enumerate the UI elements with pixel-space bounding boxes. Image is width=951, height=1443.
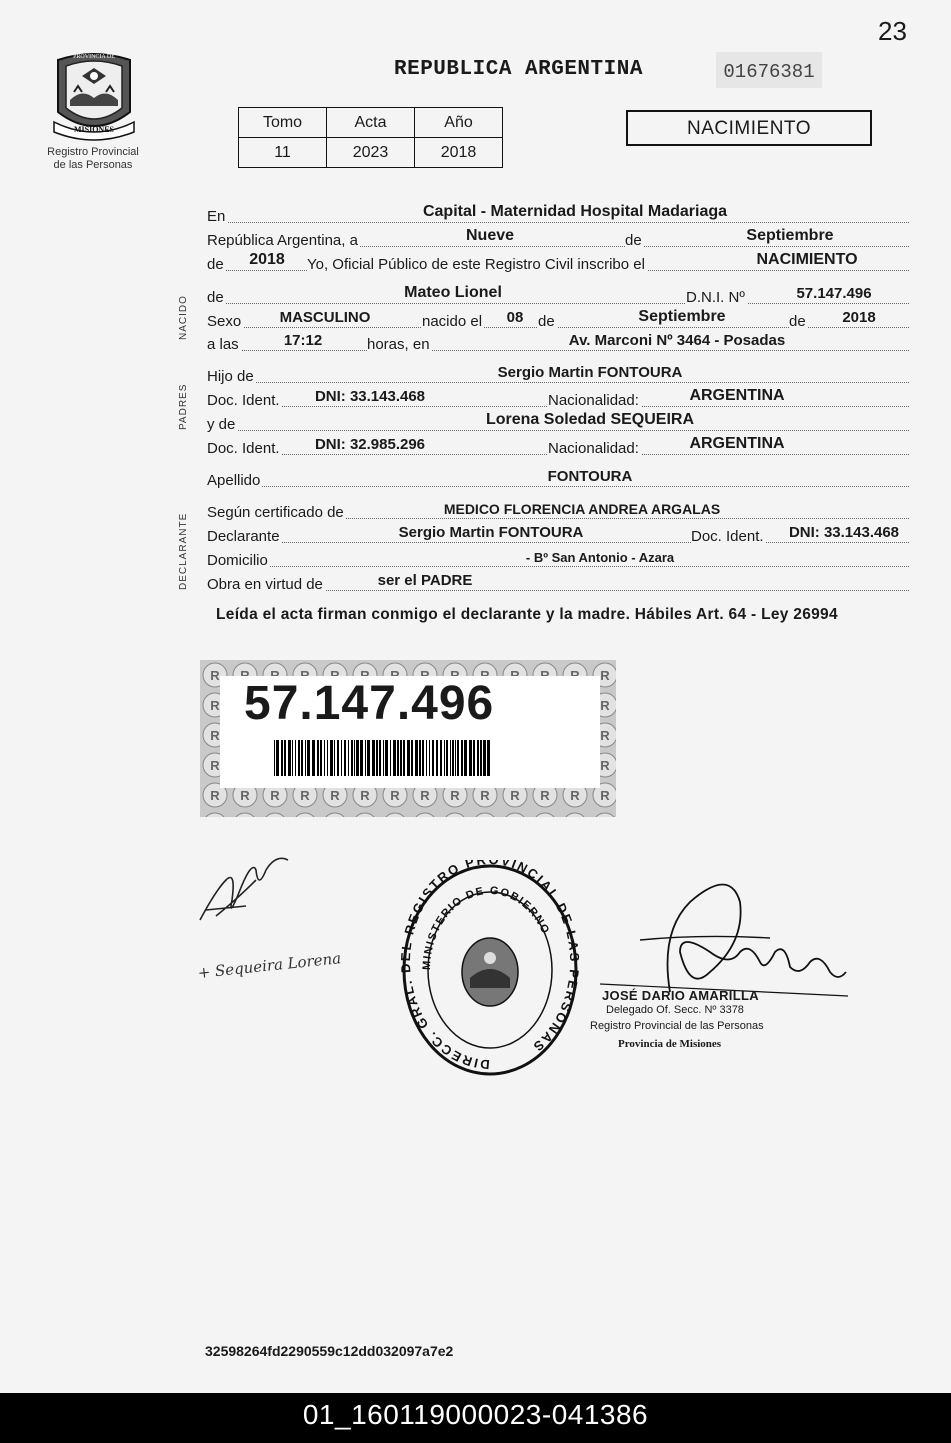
page-number: 23 (878, 16, 907, 46)
barcode-bar (281, 740, 283, 776)
svg-text:+ Sequeira Lorena: + Sequeira Lorena (196, 949, 342, 983)
barcode-bar (356, 740, 359, 776)
barcode-bar (305, 740, 306, 776)
value-declarante-doc: DNI: 33.143.468 (788, 524, 900, 541)
value-certificado: MEDICO FLORENCIA ANDREA ARGALAS (443, 501, 721, 517)
dni-label-number: 57.147.496 (244, 677, 495, 730)
barcode-bar (292, 740, 293, 776)
barcode-bar (415, 740, 418, 776)
official-office: Registro Provincial de las Personas (590, 1020, 764, 1032)
value-acto: NACIMIENTO (756, 251, 858, 268)
barcode-bar (450, 740, 451, 776)
barcode-bar (330, 740, 333, 776)
value-padre: Sergio Martin FONTOURA (497, 364, 683, 381)
register-value-tomo: 11 (239, 138, 327, 168)
footer-id-bar (0, 1393, 951, 1443)
value-dia: Nueve (465, 227, 515, 244)
barcode-bar (403, 740, 405, 776)
barcode-bar (440, 740, 442, 776)
label-horas-en: horas, en (367, 336, 430, 353)
barcode-bar (385, 740, 388, 776)
value-madre: Lorena Soledad SEQUEIRA (485, 411, 695, 428)
value-nac-anio: 2018 (842, 309, 876, 326)
barcode-bar (455, 740, 456, 776)
logo-caption-line2: de las Personas (53, 159, 133, 171)
barcode-bar (354, 740, 355, 776)
barcode-bar (383, 740, 384, 776)
barcode-bar (452, 740, 454, 776)
barcode-bar (365, 740, 366, 776)
row-madre (207, 411, 909, 433)
value-mes: Septiembre (746, 227, 834, 244)
label-nacido-el: nacido el (422, 313, 483, 330)
barcode-bar (390, 740, 391, 776)
label-sexo: Sexo (207, 313, 242, 330)
row-certificado (207, 499, 909, 521)
register-table (238, 107, 503, 168)
row-domicilio (207, 547, 909, 569)
barcode-bar (480, 740, 482, 776)
barcode-bar (469, 740, 472, 776)
barcode-bar (324, 740, 325, 776)
label-de-anio: de (207, 256, 224, 273)
barcode-bar (341, 740, 342, 776)
label-doc-ident-padre: Doc. Ident. (207, 392, 280, 409)
label-hijo-de: Hijo de (207, 368, 254, 385)
label-de-mes: de (625, 232, 642, 249)
barcode-bar (487, 740, 490, 776)
label-declarante: Declarante (207, 528, 280, 545)
barcode-bar (274, 740, 275, 776)
barcode-bar (400, 740, 402, 776)
svg-text:DIRECC. GRAL. DEL REGISTRO PRO: DIRECC. GRAL. L REGISTRO P VINCIAL DE L ERSONAS (400, 860, 580, 1073)
value-madre-nac: ARGENTINA (689, 435, 785, 452)
barcode-bar (464, 740, 467, 776)
misiones-coat-of-arms-logo (48, 46, 140, 142)
label-en: En (207, 208, 226, 225)
barcode-bar (360, 740, 363, 776)
barcode-bar (457, 740, 459, 776)
value-nac-mes: Septiembre (638, 308, 726, 325)
side-label-padres: PADRES (178, 383, 189, 430)
barcode-bar (307, 740, 310, 776)
side-label-nacido: NACIDO (178, 295, 189, 340)
barcode-bar (337, 740, 339, 776)
label-apellido: Apellido (207, 472, 261, 489)
dni-barcode (274, 740, 500, 776)
label-nacionalidad-padre: Nacionalidad: (548, 392, 639, 409)
value-anio: 2018 (249, 251, 285, 268)
svg-text:MINISTERIO DE GOBIERNO: MINISTERIO DE GOBIERNO (420, 884, 552, 971)
label-republica: República Argentina, a (207, 232, 358, 249)
value-dni: 57.147.496 (796, 285, 872, 302)
side-label-declarante: DECLARANTE (178, 512, 189, 590)
barcode-bar (432, 740, 434, 776)
row-madre-doc (207, 435, 909, 457)
barcode-bar (397, 740, 399, 776)
official-province: Provincia de Misiones (618, 1038, 722, 1050)
label-y-de: y de (207, 416, 236, 433)
footer-id: 01_160119000023-041386 (302, 1399, 649, 1430)
barcode-bar (312, 740, 315, 776)
register-table-value-row (239, 138, 503, 168)
barcode-bar (446, 740, 448, 776)
value-padre-doc: DNI: 33.143.468 (314, 388, 426, 405)
barcode-bar (473, 740, 475, 776)
row-lugar (207, 203, 909, 225)
label-segun: Según certificado de (207, 504, 344, 521)
barcode-bar (295, 740, 296, 776)
barcode-bar (372, 740, 375, 776)
label-inscribo: Yo, Oficial Público de este Registro Civil inscribo el (307, 256, 645, 273)
barcode-bar (426, 740, 427, 776)
row-nombre (207, 284, 909, 306)
value-sexo: MASCULINO (279, 309, 371, 326)
barcode-bar (284, 740, 286, 776)
barcode-bar (461, 740, 463, 776)
barcode-bar (288, 740, 291, 776)
barcode-bar (379, 740, 381, 776)
barcode-bar (444, 740, 445, 776)
official-role: Delegado Of. Secc. Nº 3378 (606, 1004, 744, 1016)
label-doc-ident-declarante: Doc. Ident. (691, 528, 764, 545)
closing-note: Leída el acta firman conmigo el declarante y la madre. Hábiles Art. 64 - Ley 26994 (216, 606, 838, 623)
label-de-nac-anio: de (789, 313, 806, 330)
row-apellido (207, 467, 909, 489)
barcode-bar (477, 740, 479, 776)
barcode-bar (276, 740, 279, 776)
value-direccion: Av. Marconi Nº 3464 - Posadas (568, 332, 786, 349)
barcode-bar (317, 740, 319, 776)
register-value-acta: 2023 (327, 138, 415, 168)
document-hash: 32598264fd2290559c12dd032097a7e2 (205, 1343, 454, 1359)
barcode-bar (327, 740, 328, 776)
barcode-bar (393, 740, 396, 776)
label-de-nac-mes: de (538, 313, 555, 330)
barcode-bar (298, 740, 300, 776)
barcode-bar (419, 740, 421, 776)
svg-text:MISIONES: MISIONES (73, 125, 115, 134)
register-header-tomo: Tomo (239, 108, 327, 138)
value-domicilio: - Bº San Antonio - Azara (525, 550, 675, 565)
official-name: JOSÉ DARIO AMARILLA (602, 988, 759, 1003)
register-header-anio: Año (415, 108, 503, 138)
value-nac-dia: 08 (506, 309, 524, 326)
mother-signature (196, 942, 386, 991)
barcode-bar (344, 740, 346, 776)
row-inscripcion (207, 251, 909, 273)
barcode-bar (376, 740, 378, 776)
row-hora (207, 331, 909, 353)
label-de-nombre: de (207, 289, 224, 306)
barcode-bar (334, 740, 335, 776)
register-value-anio: 2018 (415, 138, 503, 168)
barcode-bar (483, 740, 486, 776)
barcode-bar (301, 740, 303, 776)
document-title: REPUBLICA ARGENTINA (394, 58, 643, 81)
barcode-bar (351, 740, 353, 776)
declarant-signature (196, 850, 296, 935)
logo-caption (30, 146, 156, 172)
barcode-bar (411, 740, 413, 776)
value-apellido: FONTOURA (547, 468, 633, 485)
label-dni: D.N.I. Nº (686, 289, 745, 306)
value-lugar: Capital - Maternidad Hospital Madariaga (422, 203, 728, 220)
svg-text:PROVINCIA DE: PROVINCIA DE (73, 54, 115, 60)
row-fecha (207, 227, 909, 249)
row-padre (207, 363, 909, 385)
logo-caption-line1: Registro Provincial (47, 146, 139, 158)
label-domicilio: Domicilio (207, 552, 268, 569)
value-declarante: Sergio Martin FONTOURA (398, 524, 584, 541)
official-stamp (400, 860, 580, 1085)
barcode-bar (422, 740, 424, 776)
barcode-bar (367, 740, 370, 776)
label-obra: Obra en virtud de (207, 576, 323, 593)
register-table-header-row (239, 108, 503, 138)
value-padre-nac: ARGENTINA (689, 387, 785, 404)
value-hora: 17:12 (283, 332, 323, 349)
label-nacionalidad-madre: Nacionalidad: (548, 440, 639, 457)
row-sexo (207, 308, 909, 330)
barcode-bar (348, 740, 349, 776)
row-obra (207, 571, 909, 593)
row-padre-doc (207, 387, 909, 409)
value-obra: ser el PADRE (377, 572, 473, 589)
barcode-bar (407, 740, 410, 776)
row-declarante (207, 523, 909, 545)
barcode-bar (429, 740, 430, 776)
barcode-bar (436, 740, 438, 776)
value-madre-doc: DNI: 32.985.296 (314, 436, 426, 453)
register-header-acta: Acta (327, 108, 415, 138)
label-a-las: a las (207, 336, 239, 353)
document-type-box: NACIMIENTO (626, 110, 872, 146)
barcode-bar (320, 740, 322, 776)
value-nombre: Mateo Lionel (404, 284, 502, 301)
label-doc-ident-madre: Doc. Ident. (207, 440, 280, 457)
serial-number: 01676381 (716, 52, 822, 88)
